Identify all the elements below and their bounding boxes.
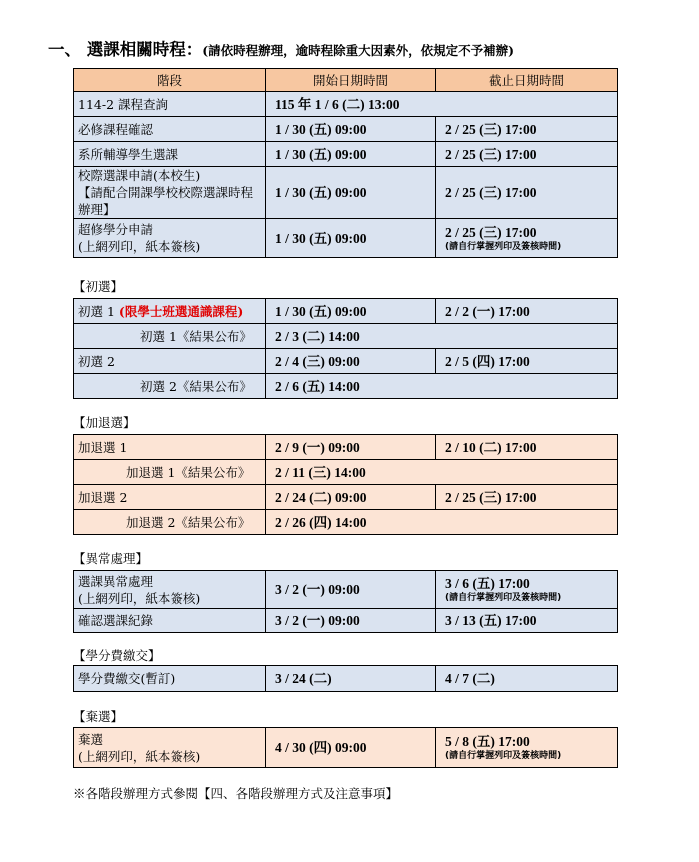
title-main: 一、 選課相關時程：	[48, 40, 203, 59]
stage-red-note: (限學士班選通識課程)	[118, 303, 244, 319]
schedule-table-exception	[73, 570, 618, 633]
start-cell: 1 / 30 (五) 09:00	[266, 219, 436, 258]
start-cell: 2 / 4 (三) 09:00	[266, 349, 436, 374]
end-cell	[436, 571, 618, 609]
stage-line1: 超修學分申請	[78, 222, 154, 237]
end-cell: 3 / 13 (五) 17:00	[436, 609, 618, 633]
end-cell: 2 / 25 (三) 17:00	[436, 117, 618, 142]
stage-cell: 系所輔導學生選課	[74, 142, 266, 167]
stage-line1: 棄選	[78, 731, 104, 747]
start-cell: 2 / 3 (二) 14:00	[266, 324, 618, 349]
table-row	[74, 299, 618, 324]
schedule-table-initial	[73, 298, 618, 399]
stage-cell: 初選 2	[74, 349, 266, 374]
end-cell: 2 / 25 (三) 17:00	[436, 485, 618, 510]
end-cell: 2 / 10 (二) 17:00	[436, 435, 618, 460]
start-cell: 2 / 6 (五) 14:00	[266, 374, 618, 399]
stage-cell: 確認選課紀錄	[74, 609, 266, 633]
table-row	[74, 728, 618, 768]
start-cell: 2 / 9 (一) 09:00	[266, 435, 436, 460]
header-start: 開始日期時間	[266, 69, 436, 92]
footer-note: ※各階段辦理方式參閱【四、各階段辦理方式及注意事項】	[73, 786, 399, 801]
end-date: 5 / 8 (五) 17:00	[445, 734, 530, 749]
table-row	[74, 485, 618, 510]
stage-cell: 114-2 課程查詢	[74, 92, 266, 117]
table-row	[74, 609, 618, 633]
stage-line2: (上網列印，紙本簽核)	[78, 239, 201, 254]
table-row	[74, 510, 618, 535]
start-cell: 1 / 30 (五) 09:00	[266, 142, 436, 167]
stage-cell: 初選 2《結果公布》	[74, 374, 266, 399]
end-date: 3 / 6 (五) 17:00	[445, 576, 530, 591]
schedule-table-adddrop	[73, 434, 618, 535]
end-cell: 2 / 25 (三) 17:00	[436, 142, 618, 167]
end-cell: 2 / 5 (四) 17:00	[436, 349, 618, 374]
start-cell: 1 / 30 (五) 09:00	[266, 117, 436, 142]
start-cell: 1 / 30 (五) 09:00	[266, 299, 436, 324]
section-label-fee: 【學分費繳交】	[73, 648, 161, 663]
end-cell	[436, 219, 618, 258]
table-row	[74, 219, 618, 258]
schedule-table-main	[73, 68, 618, 258]
start-cell: 115 年 1 / 6 (二) 13:00	[266, 92, 618, 117]
end-date: 2 / 25 (三) 17:00	[445, 224, 537, 240]
stage-cell: 學分費繳交(暫訂)	[74, 666, 266, 692]
table-row	[74, 92, 618, 117]
schedule-table-withdraw	[73, 727, 618, 768]
start-cell: 3 / 24 (二)	[266, 666, 436, 692]
stage-label: 初選 1	[78, 303, 115, 319]
stage-line2: (上網列印，紙本簽核)	[78, 590, 201, 606]
section-label-adddrop: 【加退選】	[73, 415, 136, 430]
stage-cell: 加退選 1《結果公布》	[74, 460, 266, 485]
stage-line2: 【請配合開課學校校際選課時程辦理】	[78, 185, 254, 217]
stage-cell: 必修課程確認	[74, 117, 266, 142]
table-row	[74, 117, 618, 142]
section-label-initial: 【初選】	[73, 279, 124, 294]
end-cell: 4 / 7 (二)	[436, 666, 618, 692]
table-row	[74, 349, 618, 374]
table-row	[74, 142, 618, 167]
stage-cell: 加退選 2	[74, 485, 266, 510]
stage-cell	[74, 571, 266, 609]
table-row	[74, 435, 618, 460]
start-cell: 1 / 30 (五) 09:00	[266, 167, 436, 219]
stage-cell	[74, 728, 266, 768]
section-label-exception: 【異常處理】	[73, 551, 149, 566]
table-row	[74, 324, 618, 349]
table-header-row	[74, 69, 618, 92]
page-title	[48, 36, 514, 60]
stage-cell	[74, 299, 266, 324]
stage-line1: 選課異常處理	[78, 573, 154, 589]
stage-cell: 加退選 2《結果公布》	[74, 510, 266, 535]
header-stage: 階段	[74, 69, 266, 92]
header-end: 截止日期時間	[436, 69, 618, 92]
table-row	[74, 571, 618, 609]
end-note: (請自行掌握列印及簽核時間)	[445, 241, 562, 252]
start-cell: 2 / 11 (三) 14:00	[266, 460, 618, 485]
stage-cell: 加退選 1	[74, 435, 266, 460]
end-cell	[436, 728, 618, 768]
stage-cell	[74, 219, 266, 258]
stage-line2: (上網列印，紙本簽核)	[78, 748, 201, 764]
stage-line1: 校際選課申請(本校生)	[78, 168, 201, 183]
table-row	[74, 167, 618, 219]
table-row	[74, 374, 618, 399]
start-cell: 3 / 2 (一) 09:00	[266, 609, 436, 633]
table-row	[74, 460, 618, 485]
start-cell: 2 / 24 (二) 09:00	[266, 485, 436, 510]
start-cell: 4 / 30 (四) 09:00	[266, 728, 436, 768]
end-cell: 2 / 25 (三) 17:00	[436, 167, 618, 219]
title-sub: (請依時程辦理，逾時程除重大因素外，依規定不予補辦)	[202, 43, 515, 58]
section-label-withdraw: 【棄選】	[73, 709, 124, 724]
end-note: (請自行掌握列印及簽核時間)	[445, 751, 562, 761]
end-note: (請自行掌握列印及簽核時間)	[445, 593, 562, 603]
stage-cell: 初選 1《結果公布》	[74, 324, 266, 349]
end-cell: 2 / 2 (一) 17:00	[436, 299, 618, 324]
schedule-table-fee	[73, 665, 618, 692]
start-cell: 3 / 2 (一) 09:00	[266, 571, 436, 609]
start-cell: 2 / 26 (四) 14:00	[266, 510, 618, 535]
table-row	[74, 666, 618, 692]
stage-cell	[74, 167, 266, 219]
